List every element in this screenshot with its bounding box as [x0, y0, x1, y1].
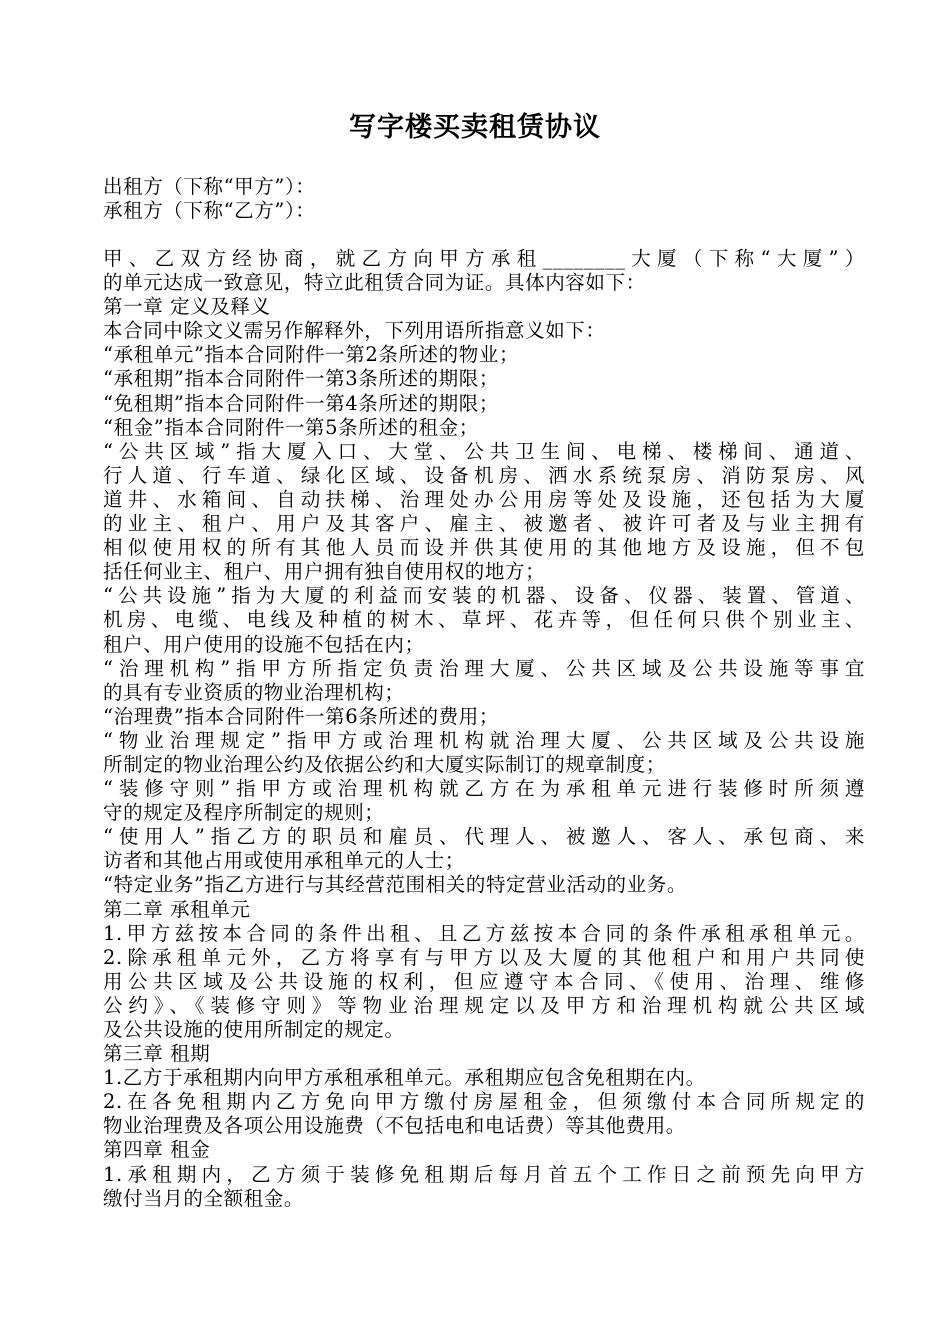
- body-line: “物业治理规定”指甲方或治理机构就治理大厦、公共区域及公共设施: [103, 728, 865, 752]
- body-line: 租户、用户使用的设施不包括在内；: [103, 632, 425, 656]
- body-line: 的业主、租户、用户及其客户、雇主、被邀者、被许可者及与业主拥有: [103, 512, 865, 536]
- body-line: 机房、电缆、电线及种植的树木、草坪、花卉等，但任何只供个别业主、: [103, 608, 865, 632]
- body-line: 及公共设施的使用所制定的规定。: [103, 1018, 405, 1041]
- body-line: “特定业务”指乙方进行与其经营范围相关的特定营业活动的业务。: [103, 873, 687, 897]
- body-line: 第二章 承租单元: [103, 897, 251, 921]
- body-line: “承租单元”指本合同附件一第2条所述的物业；: [103, 343, 520, 367]
- body-line: 物业治理费及各项公用设施费（不包括电和电话费）等其他费用。: [103, 1114, 686, 1138]
- body-line: 第一章 定义及释义: [103, 295, 271, 319]
- body-line: 1.甲方兹按本合同的条件出租、且乙方兹按本合同的条件承租承租单元。: [103, 921, 865, 945]
- body-line: 用公共区域及公共设施的权利，但应遵守本合同、《使用、治理、维修: [103, 969, 865, 993]
- body-line: 行人道、行车道、绿化区域、设备机房、洒水系统泵房、消防泵房、风: [103, 463, 865, 487]
- body-line: 的单元达成一致意见，特立此租赁合同为证。具体内容如下：: [103, 271, 646, 295]
- body-line: 缴付当月的全额租金。: [103, 1186, 305, 1210]
- contract-body: [103, 247, 865, 1211]
- body-line: 括任何业主、租户、用户拥有独自使用权的地方；: [103, 560, 546, 584]
- body-line: 道井、水箱间、自动扶梯、治理处办公用房等处及设施，还包括为大厦: [103, 487, 865, 511]
- body-line: “装修守则”指甲方或治理机构就乙方在为承租单元进行装修时所须遵: [103, 777, 865, 801]
- body-line: “治理费”指本合同附件一第6条所述的费用；: [103, 704, 499, 728]
- body-line: 守的规定及程序所制定的规则；: [103, 801, 385, 825]
- body-line: “承租期”指本合同附件一第3条所述的期限；: [103, 367, 499, 391]
- body-line: 本合同中除文义需另作解释外，下列用语所指意义如下：: [103, 319, 606, 343]
- body-line: “使用人”指乙方的职员和雇员、代理人、被邀人、客人、承包商、来: [103, 825, 865, 849]
- body-line: “租金”指本合同附件一第5条所述的租金；: [103, 415, 479, 439]
- body-line: 公约》、《装修守则》等物业治理规定以及甲方和治理机构就公共区域: [103, 993, 865, 1017]
- body-line: 第四章 租金: [103, 1138, 211, 1162]
- lessee-line: 承租方（下称“乙方”）：: [103, 199, 316, 223]
- parties-block: [103, 175, 863, 223]
- body-line: 甲、乙双方经协商，就乙方向甲方承租________大厦（下称“大厦”）: [103, 247, 865, 270]
- body-line: 1.乙方于承租期内向甲方承租承租单元。承租期应包含免租期在内。: [103, 1066, 706, 1090]
- document-title: 写字楼买卖租赁协议: [349, 112, 601, 143]
- body-line: 1.承租期内，乙方须于装修免租期后每月首五个工作日之前预先向甲方: [103, 1162, 865, 1186]
- body-line: 2.在各免租期内乙方免向甲方缴付房屋租金，但须缴付本合同所规定的: [103, 1090, 865, 1114]
- body-line: “公共区域”指大厦入口、大堂、公共卫生间、电梯、楼梯间、通道、: [103, 439, 865, 463]
- body-line: 访者和其他占用或使用承租单元的人士；: [103, 849, 465, 873]
- lessor-line: 出租方（下称“甲方”）：: [103, 175, 316, 198]
- body-line: “公共设施”指为大厦的利益而安装的机器、设备、仪器、装置、管道、: [103, 584, 865, 608]
- body-line: 的具有专业资质的物业治理机构；: [103, 680, 405, 704]
- body-line: “治理机构”指甲方所指定负责治理大厦、公共区域及公共设施等事宜: [103, 656, 865, 680]
- body-line: 所制定的物业治理公约及依据公约和大厦实际制订的规章制度；: [103, 752, 666, 776]
- body-line: 第三章 租期: [103, 1042, 211, 1066]
- body-line: “免租期”指本合同附件一第4条所述的期限；: [103, 391, 499, 415]
- body-line: 2.除承租单元外，乙方将享有与甲方以及大厦的其他租户和用户共同使: [103, 945, 865, 969]
- body-line: 相似使用权的所有其他人员而设并供其使用的其他地方及设施，但不包: [103, 536, 865, 560]
